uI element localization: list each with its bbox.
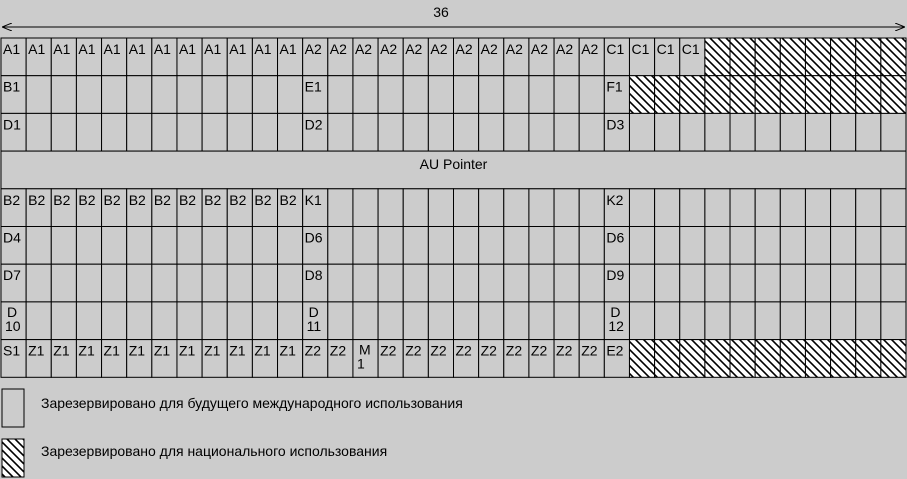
grid-cell — [529, 76, 554, 114]
national-reserved-cell — [881, 340, 906, 378]
grid-cell — [428, 264, 453, 302]
cell-label: C1 — [656, 41, 675, 57]
national-reserved-cell — [755, 38, 780, 76]
grid-cell — [51, 302, 76, 340]
grid-cell — [428, 113, 453, 151]
cell-label: Z1 — [53, 342, 70, 359]
au-pointer-label: AU Pointer — [419, 156, 488, 173]
cell-label: Z2 — [380, 342, 397, 359]
grid-cell — [252, 76, 277, 114]
legend-national-swatch — [2, 439, 24, 477]
cell-label: Z2 — [430, 342, 447, 359]
cell-label: A2 — [480, 41, 498, 57]
cell-label: K1 — [304, 191, 322, 208]
grid-cell — [705, 113, 730, 151]
grid-cell — [856, 189, 881, 227]
grid-cell — [177, 76, 202, 114]
cell-label: A1 — [254, 41, 272, 57]
national-reserved-cell — [755, 76, 780, 114]
grid-cell — [831, 302, 856, 340]
cell-label: Z2 — [556, 342, 573, 359]
grid-cell — [403, 113, 428, 151]
national-reserved-cell — [805, 38, 830, 76]
grid-cell — [252, 264, 277, 302]
cell-label: D6 — [304, 229, 323, 246]
cell-label: B2 — [178, 191, 197, 208]
grid-cell — [51, 76, 76, 114]
national-reserved-cell — [805, 76, 830, 114]
cell-label: K2 — [606, 191, 624, 208]
grid-cell — [504, 302, 529, 340]
grid-cell — [227, 76, 252, 114]
grid-cell — [278, 113, 303, 151]
grid-cell — [730, 113, 755, 151]
grid-cell — [881, 264, 906, 302]
grid-cell — [730, 302, 755, 340]
grid-cell — [428, 227, 453, 265]
cell-label: D4 — [3, 229, 21, 246]
grid-cell — [152, 264, 177, 302]
grid-cell — [428, 189, 453, 227]
national-reserved-cell — [805, 340, 830, 378]
grid-cell — [278, 76, 303, 114]
cell-label: A1 — [229, 41, 247, 57]
grid-cell — [152, 302, 177, 340]
national-reserved-cell — [831, 340, 856, 378]
grid-cell — [655, 113, 680, 151]
grid-cell — [202, 227, 227, 265]
cell-label: Z2 — [304, 342, 322, 359]
grid-cell — [629, 113, 654, 151]
grid-cell — [629, 302, 654, 340]
national-reserved-cell — [705, 76, 730, 114]
grid-cell — [353, 227, 378, 265]
grid-cell — [76, 113, 101, 151]
grid-cell — [328, 227, 353, 265]
grid-cell — [479, 227, 504, 265]
grid-cell — [378, 264, 403, 302]
grid-cell — [177, 264, 202, 302]
grid-cell — [403, 227, 428, 265]
grid-cell — [152, 227, 177, 265]
national-reserved-cell — [881, 38, 906, 76]
cell-label: Z1 — [254, 342, 271, 359]
grid-cell — [479, 189, 504, 227]
cell-label: B2 — [279, 191, 297, 208]
cell-label: C1 — [631, 41, 650, 57]
cell-label: A2 — [329, 41, 347, 57]
grid-cell — [579, 189, 604, 227]
grid-cell — [529, 227, 554, 265]
grid-cell — [504, 264, 529, 302]
national-reserved-cell — [705, 340, 730, 378]
grid-cell — [76, 227, 101, 265]
cell-label: D8 — [304, 267, 323, 284]
national-reserved-cell — [655, 76, 680, 114]
grid-cell — [805, 227, 830, 265]
grid-cell — [805, 113, 830, 151]
grid-cell — [378, 302, 403, 340]
cell-label: D2 — [304, 116, 323, 133]
cell-label: Z2 — [505, 342, 523, 359]
grid-cell — [554, 264, 579, 302]
grid-cell — [127, 113, 152, 151]
grid-cell — [579, 227, 604, 265]
national-reserved-cell — [730, 38, 755, 76]
grid-cell — [152, 113, 177, 151]
cell-label: Z2 — [455, 342, 472, 359]
grid-cell — [227, 113, 252, 151]
grid-cell — [755, 189, 780, 227]
grid-cell — [805, 189, 830, 227]
cell-label: S1 — [3, 342, 21, 359]
cell-label: A2 — [581, 41, 599, 57]
grid-cell — [479, 264, 504, 302]
cell-label: B2 — [153, 191, 171, 208]
grid-cell — [655, 264, 680, 302]
grid-cell — [227, 302, 252, 340]
grid-cell — [353, 302, 378, 340]
grid-cell — [554, 302, 579, 340]
cell-label: Z1 — [103, 342, 120, 359]
grid-cell — [102, 113, 127, 151]
grid-cell — [856, 113, 881, 151]
grid-cell — [680, 302, 705, 340]
grid-cell — [454, 227, 479, 265]
grid-cell — [529, 302, 554, 340]
grid-cell — [730, 227, 755, 265]
cell-label: B2 — [254, 191, 272, 208]
grid-cell — [328, 264, 353, 302]
national-reserved-cell — [655, 340, 680, 378]
grid-cell — [51, 113, 76, 151]
cell-label: D 10 — [5, 303, 21, 334]
cell-label: A1 — [153, 41, 171, 57]
columns-count-label: 36 — [433, 4, 449, 20]
frame-grid — [1, 38, 906, 377]
grid-cell — [780, 227, 805, 265]
cell-label: Z2 — [329, 342, 347, 359]
grid-cell — [554, 227, 579, 265]
grid-cell — [579, 76, 604, 114]
cell-label: D7 — [3, 267, 21, 284]
grid-cell — [127, 76, 152, 114]
cell-label: F1 — [606, 78, 623, 95]
grid-cell — [504, 76, 529, 114]
cell-label: A1 — [279, 41, 297, 57]
national-reserved-cell — [730, 340, 755, 378]
grid-cell — [278, 227, 303, 265]
grid-cell — [554, 189, 579, 227]
cell-label: A1 — [103, 41, 121, 57]
cell-label: A2 — [354, 41, 373, 57]
grid-cell — [76, 76, 101, 114]
grid-cell — [76, 302, 101, 340]
cell-label: A1 — [128, 41, 146, 57]
national-reserved-cell — [680, 340, 705, 378]
grid-cell — [755, 227, 780, 265]
national-reserved-cell — [856, 38, 881, 76]
grid-cell — [705, 227, 730, 265]
grid-cell — [504, 113, 529, 151]
cell-label: D6 — [606, 229, 625, 246]
cell-label: B2 — [128, 191, 146, 208]
national-reserved-cell — [780, 340, 805, 378]
cell-label: Z1 — [28, 342, 45, 359]
cell-label: Z2 — [405, 342, 422, 359]
grid-cell — [353, 189, 378, 227]
grid-cell — [252, 302, 277, 340]
grid-cell — [378, 189, 403, 227]
grid-cell — [403, 264, 428, 302]
grid-cell — [328, 76, 353, 114]
grid-cell — [454, 113, 479, 151]
grid-cell — [202, 302, 227, 340]
grid-cell — [428, 76, 453, 114]
grid-cell — [655, 302, 680, 340]
cell-label: B2 — [229, 191, 247, 208]
national-reserved-cell — [831, 76, 856, 114]
national-reserved-cell — [856, 76, 881, 114]
grid-cell — [403, 76, 428, 114]
national-reserved-cell — [730, 76, 755, 114]
cell-label: C1 — [681, 41, 700, 57]
grid-cell — [680, 264, 705, 302]
grid-cell — [705, 189, 730, 227]
grid-cell — [529, 264, 554, 302]
grid-cell — [680, 227, 705, 265]
grid-cell — [177, 113, 202, 151]
cell-label: D 12 — [608, 303, 624, 334]
grid-cell — [353, 264, 378, 302]
grid-cell — [378, 76, 403, 114]
cell-label: Z1 — [279, 342, 296, 359]
grid-cell — [881, 189, 906, 227]
grid-cell — [705, 302, 730, 340]
national-reserved-cell — [881, 76, 906, 114]
grid-cell — [102, 302, 127, 340]
grid-cell — [152, 76, 177, 114]
national-reserved-cell — [705, 38, 730, 76]
grid-cell — [554, 113, 579, 151]
grid-cell — [831, 113, 856, 151]
legend-international-swatch — [2, 389, 24, 427]
grid-cell — [177, 302, 202, 340]
grid-cell — [454, 264, 479, 302]
grid-cell — [655, 189, 680, 227]
grid-cell — [780, 302, 805, 340]
cell-label: A1 — [53, 41, 71, 57]
grid-cell — [755, 264, 780, 302]
grid-cell — [26, 264, 51, 302]
grid-cell — [26, 227, 51, 265]
grid-cell — [278, 302, 303, 340]
grid-cell — [26, 302, 51, 340]
legend-national-label: Зарезервировано для национального использования — [41, 443, 388, 459]
cell-label: Z1 — [78, 342, 95, 359]
grid-cell — [680, 113, 705, 151]
grid-cell — [378, 113, 403, 151]
grid-cell — [755, 113, 780, 151]
grid-cell — [579, 264, 604, 302]
grid-cell — [127, 264, 152, 302]
cell-label: M 1 — [356, 341, 371, 372]
grid-cell — [177, 227, 202, 265]
cell-label: A2 — [304, 41, 322, 57]
grid-cell — [504, 189, 529, 227]
grid-cell — [529, 113, 554, 151]
cell-label: A1 — [3, 41, 21, 57]
grid-cell — [680, 189, 705, 227]
grid-cell — [831, 227, 856, 265]
grid-cell — [579, 113, 604, 151]
cell-label: A2 — [405, 41, 423, 57]
national-reserved-cell — [780, 38, 805, 76]
cell-label: Z1 — [128, 342, 146, 359]
cell-label: B2 — [204, 191, 222, 208]
cell-label: A2 — [556, 41, 574, 57]
grid-cell — [403, 189, 428, 227]
grid-cell — [328, 189, 353, 227]
cell-label: B2 — [3, 191, 21, 208]
grid-cell — [428, 302, 453, 340]
cell-label: Z1 — [229, 342, 246, 359]
grid-cell — [454, 189, 479, 227]
grid-cell — [529, 189, 554, 227]
grid-cell — [780, 113, 805, 151]
grid-cell — [202, 76, 227, 114]
grid-cell — [705, 264, 730, 302]
cell-label: A2 — [430, 41, 448, 57]
grid-cell — [831, 264, 856, 302]
grid-cell — [856, 302, 881, 340]
grid-cell — [278, 264, 303, 302]
cell-label: A2 — [380, 41, 398, 57]
grid-cell — [227, 227, 252, 265]
grid-cell — [328, 113, 353, 151]
grid-cell — [102, 76, 127, 114]
grid-cell — [780, 189, 805, 227]
grid-cell — [755, 302, 780, 340]
grid-cell — [554, 76, 579, 114]
grid-cell — [730, 264, 755, 302]
grid-cell — [881, 227, 906, 265]
grid-cell — [227, 264, 252, 302]
grid-cell — [127, 227, 152, 265]
grid-cell — [454, 76, 479, 114]
cell-label: A1 — [178, 41, 197, 57]
cell-label: D 11 — [306, 303, 322, 334]
cell-label: A1 — [78, 41, 96, 57]
cell-label: Z2 — [530, 342, 548, 359]
grid-cell — [102, 227, 127, 265]
grid-cell — [252, 227, 277, 265]
cell-label: B2 — [103, 191, 121, 208]
grid-cell — [856, 264, 881, 302]
grid-cell — [202, 264, 227, 302]
grid-cell — [454, 302, 479, 340]
cell-label: E2 — [606, 342, 624, 359]
grid-cell — [730, 189, 755, 227]
cell-label: A1 — [28, 41, 46, 57]
grid-cell — [51, 264, 76, 302]
national-reserved-cell — [831, 38, 856, 76]
national-reserved-cell — [680, 76, 705, 114]
cell-label: D9 — [606, 267, 625, 284]
cell-label: B2 — [53, 191, 71, 208]
legend-international-label: Зарезервировано для будущего международного использования — [41, 395, 463, 411]
cell-label: A1 — [204, 41, 222, 57]
grid-cell — [26, 76, 51, 114]
grid-cell — [479, 113, 504, 151]
national-reserved-cell — [755, 340, 780, 378]
national-reserved-cell — [629, 76, 654, 114]
grid-cell — [881, 302, 906, 340]
national-reserved-cell — [780, 76, 805, 114]
cell-label: A2 — [505, 41, 523, 57]
cell-label: B2 — [28, 191, 46, 208]
cell-label: B2 — [78, 191, 96, 208]
grid-cell — [629, 227, 654, 265]
cell-label: A2 — [455, 41, 473, 57]
grid-cell — [378, 227, 403, 265]
cell-label: E1 — [304, 78, 322, 95]
grid-cell — [51, 227, 76, 265]
grid-cell — [831, 189, 856, 227]
grid-cell — [805, 264, 830, 302]
cell-label: D3 — [606, 116, 625, 133]
grid-cell — [629, 264, 654, 302]
grid-cell — [353, 76, 378, 114]
cell-label: Z2 — [480, 342, 497, 359]
grid-cell — [252, 113, 277, 151]
grid-cell — [76, 264, 101, 302]
grid-cell — [579, 302, 604, 340]
grid-cell — [629, 189, 654, 227]
grid-cell — [353, 113, 378, 151]
cell-label: Z1 — [153, 342, 171, 359]
grid-cell — [780, 264, 805, 302]
grid-cell — [102, 264, 127, 302]
grid-cell — [881, 113, 906, 151]
cell-label: A2 — [530, 41, 549, 57]
cell-label: B1 — [3, 78, 21, 95]
grid-cell — [479, 76, 504, 114]
grid-cell — [856, 227, 881, 265]
cell-label: D1 — [3, 116, 21, 133]
grid-cell — [479, 302, 504, 340]
grid-cell — [504, 227, 529, 265]
grid-cell — [127, 302, 152, 340]
national-reserved-cell — [629, 340, 654, 378]
grid-cell — [655, 227, 680, 265]
grid-cell — [403, 302, 428, 340]
grid-cell — [202, 113, 227, 151]
cell-label: C1 — [606, 41, 625, 57]
cell-label: Z1 — [178, 342, 196, 359]
cell-label: Z1 — [204, 342, 221, 359]
grid-cell — [805, 302, 830, 340]
national-reserved-cell — [856, 340, 881, 378]
cell-label: Z2 — [581, 342, 598, 359]
grid-cell — [26, 113, 51, 151]
grid-cell — [328, 302, 353, 340]
